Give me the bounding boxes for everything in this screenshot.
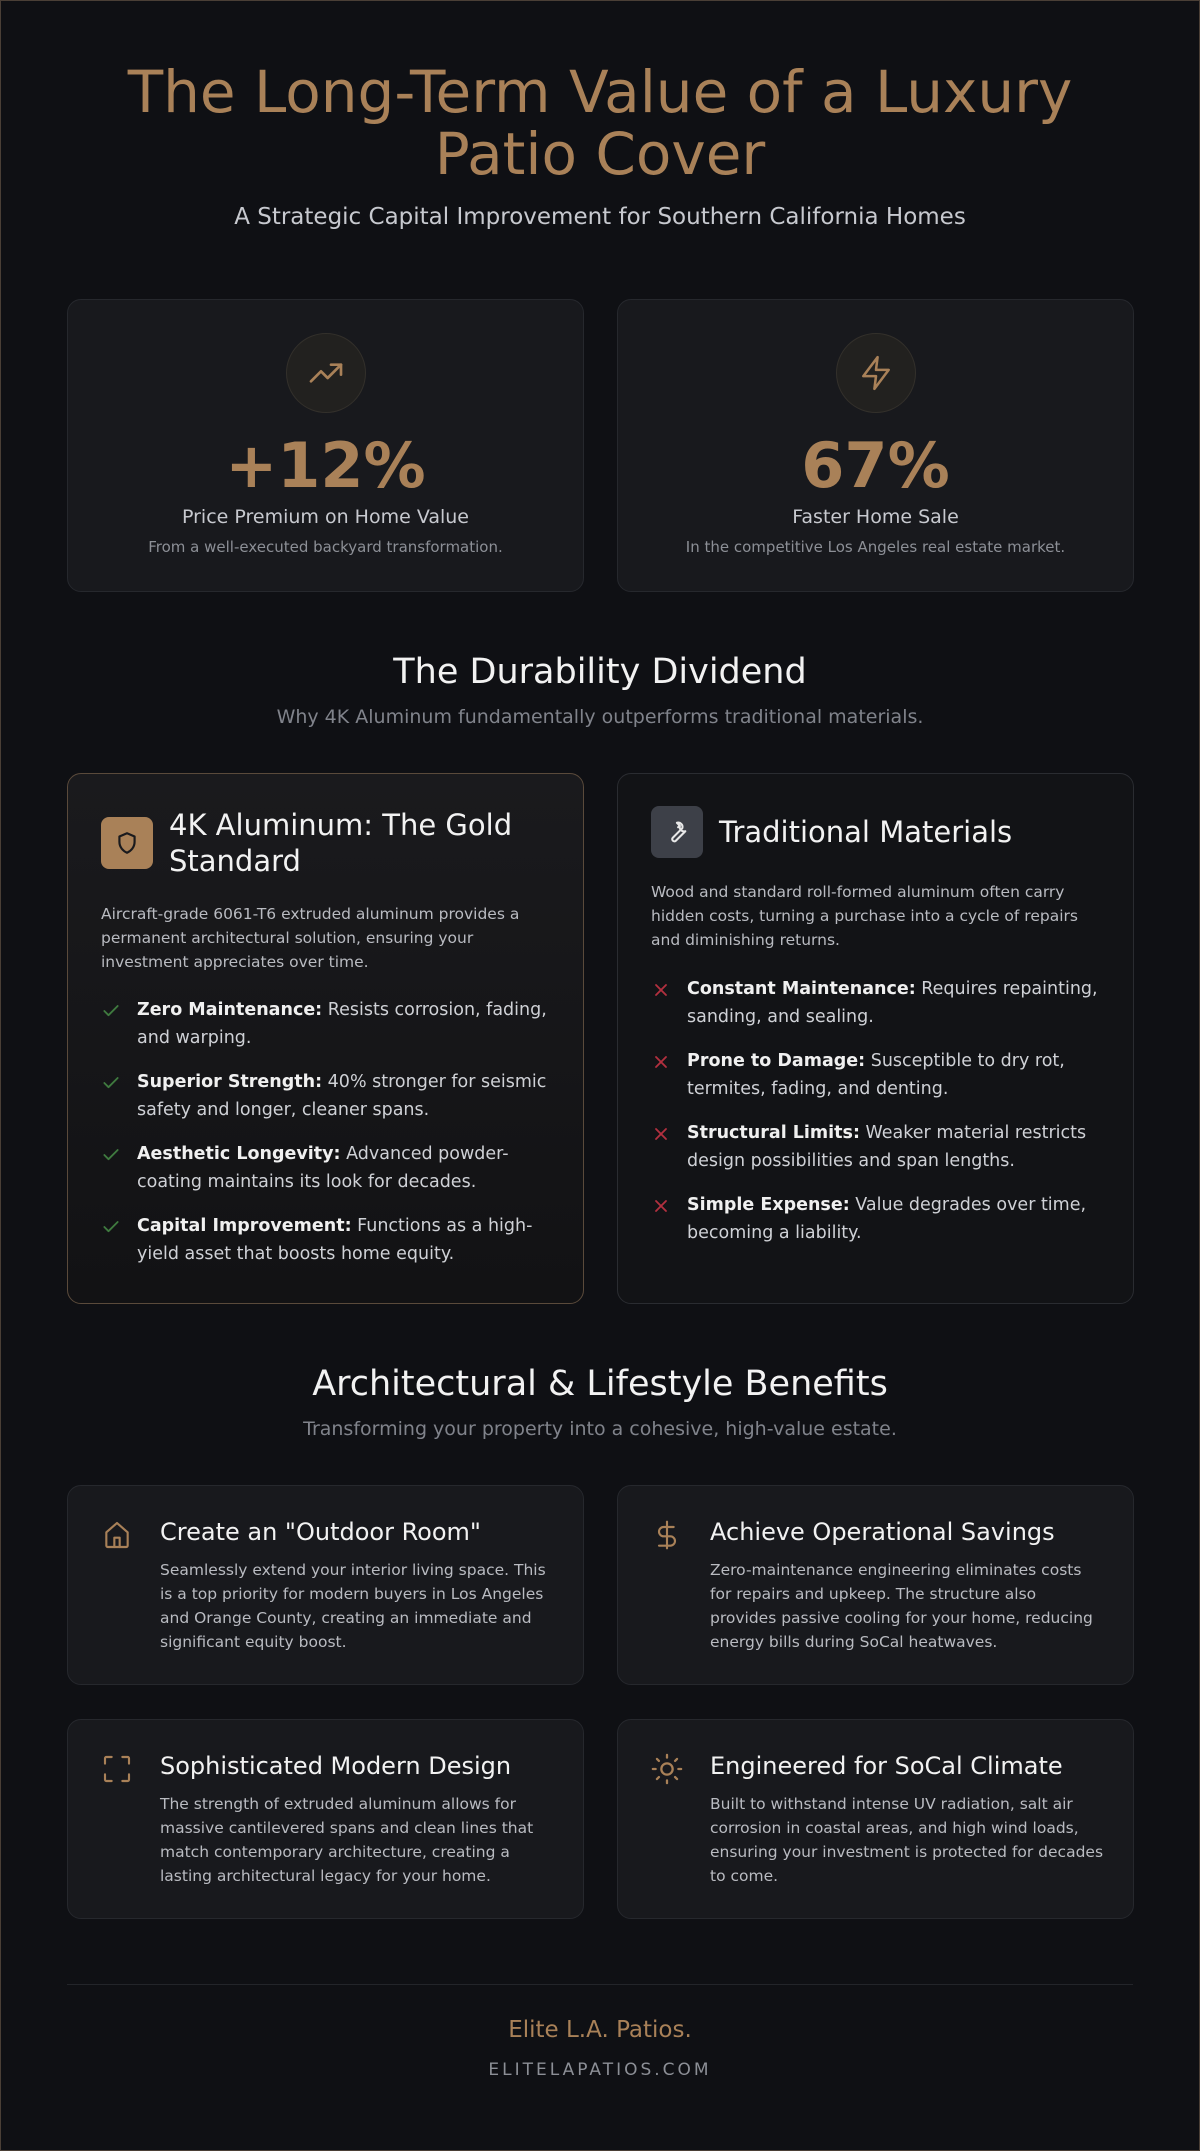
traditional-card-intro: Wood and standard roll-formed aluminum often carry hidden costs, turning a purchase into a cycle of repairs and diminishing returns. <box>651 883 1078 949</box>
stat-card-price-premium <box>67 299 584 592</box>
benefit-card-operational-savings <box>617 1485 1134 1685</box>
benefit-description: The strength of extruded aluminum allows for massive cantilevered spans and clean lines that match contemporary architecture, creating a lasting architectural legacy for your home. <box>160 1795 534 1885</box>
benefit-card-outdoor-room <box>67 1485 584 1685</box>
traditional-card-title: Traditional Materials <box>719 815 1013 849</box>
list-item-detail: Resists corrosion, fading, and warping. <box>137 1000 547 1048</box>
x-icon <box>651 1047 687 1081</box>
list-item <box>101 1140 555 1196</box>
footer-website-link[interactable]: ELITELAPATIOS.COM <box>488 2060 712 2080</box>
page-title <box>61 58 1139 188</box>
x-icon <box>651 1191 687 1225</box>
list-item-heading: Capital Improvement: <box>137 1216 352 1236</box>
footer-brand: Elite L.A. Patios. <box>508 2017 692 2043</box>
trending-up-icon <box>286 333 366 413</box>
list-item-heading: Prone to Damage: <box>687 1051 866 1071</box>
list-item-text <box>687 1191 1105 1247</box>
stat-label: Faster Home Sale <box>792 506 959 528</box>
list-item-heading: Zero Maintenance: <box>137 1000 323 1020</box>
list-item <box>101 1212 555 1268</box>
traditional-card-header <box>651 806 1103 858</box>
benefit-description: Seamlessly extend your interior living space. This is a top priority for modern buyers in Los Angeles and Orange County, creating an immediate and significant equity boost. <box>160 1561 546 1651</box>
frame-corners-icon <box>100 1752 134 1786</box>
list-item <box>651 1119 1105 1175</box>
check-icon <box>101 996 137 1030</box>
list-item-detail: 40% stronger for seismic safety and longer, cleaner spans. <box>137 1072 547 1120</box>
list-item-heading: Simple Expense: <box>687 1195 850 1215</box>
stat-description: In the competitive Los Angeles real estate market. <box>685 538 1066 556</box>
check-icon <box>101 1212 137 1246</box>
benefit-card-modern-design <box>67 1719 584 1919</box>
list-item-text <box>687 1047 1105 1103</box>
lightning-bolt-icon <box>836 333 916 413</box>
wrench-icon <box>651 806 703 858</box>
list-item <box>101 996 555 1052</box>
list-item-text <box>687 975 1105 1031</box>
list-item-heading: Constant Maintenance: <box>687 979 916 999</box>
page-title-line-2: Patio Cover <box>434 120 766 188</box>
dollar-icon <box>650 1518 684 1552</box>
shield-icon <box>101 817 153 869</box>
list-item-detail: Functions as a high-yield asset that boosts home equity. <box>137 1216 533 1264</box>
benefits-section-subtitle: Transforming your property into a cohesive, high-value estate. <box>303 1418 897 1440</box>
list-item-text <box>687 1119 1105 1175</box>
aluminum-card-title: 4K Aluminum: The Gold Standard <box>169 808 513 878</box>
list-item-heading: Aesthetic Longevity: <box>137 1144 341 1164</box>
house-icon <box>100 1518 134 1552</box>
list-item <box>651 975 1105 1031</box>
stat-label: Price Premium on Home Value <box>181 506 469 528</box>
x-icon <box>651 975 687 1009</box>
durability-section-subtitle: Why 4K Aluminum fundamentally outperforms traditional materials. <box>276 706 924 728</box>
list-item <box>101 1068 555 1124</box>
check-icon <box>101 1140 137 1174</box>
benefit-title: Sophisticated Modern Design <box>160 1752 512 1780</box>
list-item <box>651 1047 1105 1103</box>
aluminum-card-header <box>101 807 553 879</box>
aluminum-benefit-list <box>101 996 555 1284</box>
footer-divider <box>67 1984 1133 1985</box>
check-icon <box>101 1068 137 1102</box>
sun-icon <box>650 1752 684 1786</box>
page-title-line-1: The Long-Term Value of a Luxury <box>127 58 1073 126</box>
benefit-title: Achieve Operational Savings <box>710 1518 1055 1546</box>
stat-value: +12% <box>225 429 426 502</box>
x-icon <box>651 1119 687 1153</box>
list-item-heading: Structural Limits: <box>687 1123 860 1143</box>
traditional-comparison-card <box>617 773 1134 1304</box>
list-item-text <box>137 1212 555 1268</box>
list-item-detail: Weaker material restricts design possibilities and span lengths. <box>687 1123 1087 1171</box>
stat-card-faster-sale <box>617 299 1134 592</box>
list-item-heading: Superior Strength: <box>137 1072 323 1092</box>
durability-section-title: The Durability Dividend <box>393 652 807 692</box>
benefits-section-title: Architectural & Lifestyle Benefits <box>312 1364 888 1404</box>
list-item-detail: Requires repainting, sanding, and sealing. <box>687 979 1098 1027</box>
benefit-card-socal-climate <box>617 1719 1134 1919</box>
list-item-text <box>137 1140 555 1196</box>
traditional-drawback-list <box>651 975 1105 1263</box>
benefit-title: Create an "Outdoor Room" <box>160 1518 481 1546</box>
list-item-text <box>137 1068 555 1124</box>
aluminum-card-intro: Aircraft-grade 6061-T6 extruded aluminum provides a permanent architectural solution, ensuring your investment appreciates over time. <box>101 905 520 971</box>
page-subtitle: A Strategic Capital Improvement for Southern California Homes <box>234 204 966 230</box>
list-item-text <box>137 996 555 1052</box>
benefit-description: Zero-maintenance engineering eliminates costs for repairs and upkeep. The structure also provides passive cooling for your home, reducing energy bills during SoCal heatwaves. <box>710 1561 1093 1651</box>
benefit-description: Built to withstand intense UV radiation, salt air corrosion in coastal areas, and high wind loads, ensuring your investment is protected for decades to come. <box>710 1795 1104 1885</box>
stat-description: From a well-executed backyard transformation. <box>148 538 503 556</box>
list-item-detail: Value degrades over time, becoming a liability. <box>687 1195 1087 1243</box>
list-item-detail: Advanced powder-coating maintains its look for decades. <box>137 1144 509 1192</box>
list-item <box>651 1191 1105 1247</box>
list-item-detail: Susceptible to dry rot, termites, fading, and denting. <box>687 1051 1065 1099</box>
stat-value: 67% <box>801 429 950 502</box>
benefit-title: Engineered for SoCal Climate <box>710 1752 1063 1780</box>
aluminum-comparison-card <box>67 773 584 1304</box>
